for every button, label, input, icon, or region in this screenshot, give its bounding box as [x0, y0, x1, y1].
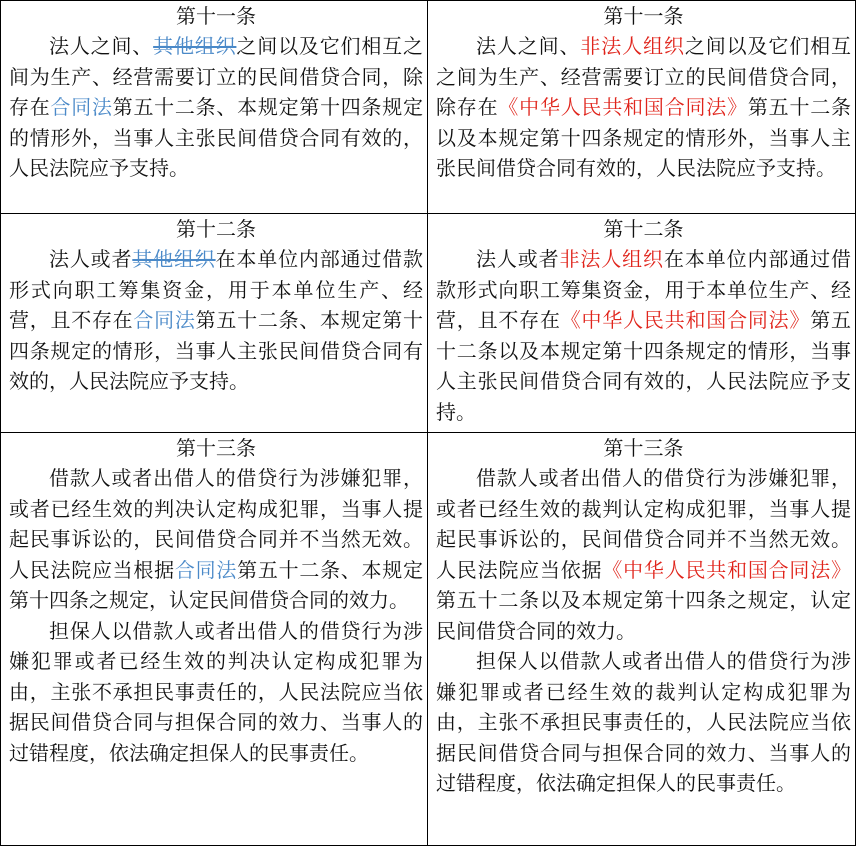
text-segment: 之间以及它们相互之间为生产、经营需要订立的民间借贷合同，除存在: [436, 34, 852, 119]
article-body: [9, 244, 423, 397]
table-row: [1, 1, 856, 214]
added-text: 《中华人民共和国合同法》: [560, 308, 811, 332]
new-article-cell: [428, 1, 856, 214]
article-body: [436, 31, 851, 184]
text-segment: 在本单位内部通过借款形式向职工筹集资金，用于本单位生产、经营，且不存在: [9, 247, 424, 332]
article-title: 第十三条: [176, 436, 256, 460]
text-segment: 担保人以借款人或者出借人的借贷行为涉嫌犯罪或者已经生效的裁判认定构成犯罪为由，主张不承担民事责任的，人民法院应当依据民间借贷合同与担保合同的效力、当事人的过错程度，依法确定担保人的民事责任。: [436, 649, 851, 795]
text-segment: 在本单位内部通过借款形式向职工筹集资金，用于本单位生产、经营，且不存在: [436, 247, 852, 332]
table-row: [1, 214, 856, 433]
text-segment: 借款人或者出借人的借贷行为涉嫌犯罪，或者已经生效的判决认定构成犯罪，当事人提起民事诉讼的，民间借贷合同并不当然无效。人民法院应当根据: [9, 466, 423, 582]
added-text: 《中华人民共和国合同法》: [498, 95, 748, 119]
text-segment: 之间以及它们相互之间为生产、经营需要订立的民间借贷合同，除存在: [9, 34, 424, 119]
new-article-cell: [428, 433, 856, 846]
added-text: 非法人组织: [559, 247, 664, 271]
deleted-text: 其他组织: [153, 34, 237, 58]
text-segment: 法人或者: [49, 247, 133, 271]
law-reference: 合同法: [174, 557, 238, 582]
article-paragraph: [436, 463, 851, 646]
text-segment: 第五十二条以及本规定第十四条规定的情形，当事人主张民间借贷合同有效的，人民法院应予支持。: [436, 308, 852, 424]
article-paragraph: [9, 616, 423, 769]
text-segment: 第五十二条、本规定第十四条之规定，认定民间借贷合同的效力。: [9, 557, 424, 612]
text-segment: 担保人以借款人或者出借人的借贷行为涉嫌犯罪或者已经生效的判决认定构成犯罪为由，主张不承担民事责任的，人民法院应当依据民间借贷合同与担保合同的效力、当事人的过错程度，依法确定担保人的民事责任。: [9, 618, 423, 765]
law-reference: 合同法: [50, 95, 113, 119]
old-article-cell: [1, 1, 428, 214]
text-segment: 借款人或者出借人的借贷行为涉嫌犯罪，或者已经生效的裁判认定构成犯罪，当事人提起民事诉讼的，民间借贷合同并不当然无效。人民法院应当依据: [436, 466, 851, 582]
article-paragraph: [9, 463, 423, 616]
article-body: [9, 463, 423, 768]
article-paragraph: [9, 31, 423, 184]
text-segment: 法人之间、: [476, 34, 581, 58]
article-title: 第十二条: [176, 217, 256, 241]
table-row: [1, 433, 856, 846]
text-segment: 第五十二条以及本规定第十四条之规定，认定民间借贷合同的效力。: [436, 588, 851, 643]
article-paragraph: [436, 31, 851, 184]
article-body: [9, 31, 423, 184]
new-article-cell: [428, 214, 856, 433]
text-segment: 第五十二条、本规定第十四条规定的情形外，当事人主张民间借贷合同有效的，人民法院应予支持。: [9, 95, 424, 180]
article-paragraph: [9, 244, 423, 397]
article-title: 第十二条: [603, 217, 684, 241]
article-title: 第十一条: [176, 4, 256, 28]
article-body: [436, 244, 851, 427]
text-segment: 法人之间、: [49, 34, 154, 58]
deleted-text: 其他组织: [132, 247, 216, 271]
old-article-cell: [1, 214, 428, 433]
text-segment: 第五十二条、本规定第十四条规定的情形，当事人主张民间借贷合同有效的，人民法院应予支持。: [9, 308, 424, 393]
article-title: 第十一条: [603, 4, 684, 28]
article-body: [436, 463, 851, 799]
article-paragraph: [436, 646, 851, 799]
added-text: 《中华人民共和国合同法》: [602, 557, 852, 582]
added-text: 非法人组织: [580, 34, 685, 58]
old-article-cell: [1, 433, 428, 846]
article-paragraph: [436, 244, 851, 427]
text-segment: 法人或者: [476, 247, 560, 271]
law-reference: 合同法: [133, 308, 196, 332]
text-segment: 第五十二条以及本规定第十四条规定的情形外，当事人主张民间借贷合同有效的，人民法院应予支持。: [436, 95, 852, 180]
article-title: 第十三条: [603, 436, 684, 460]
